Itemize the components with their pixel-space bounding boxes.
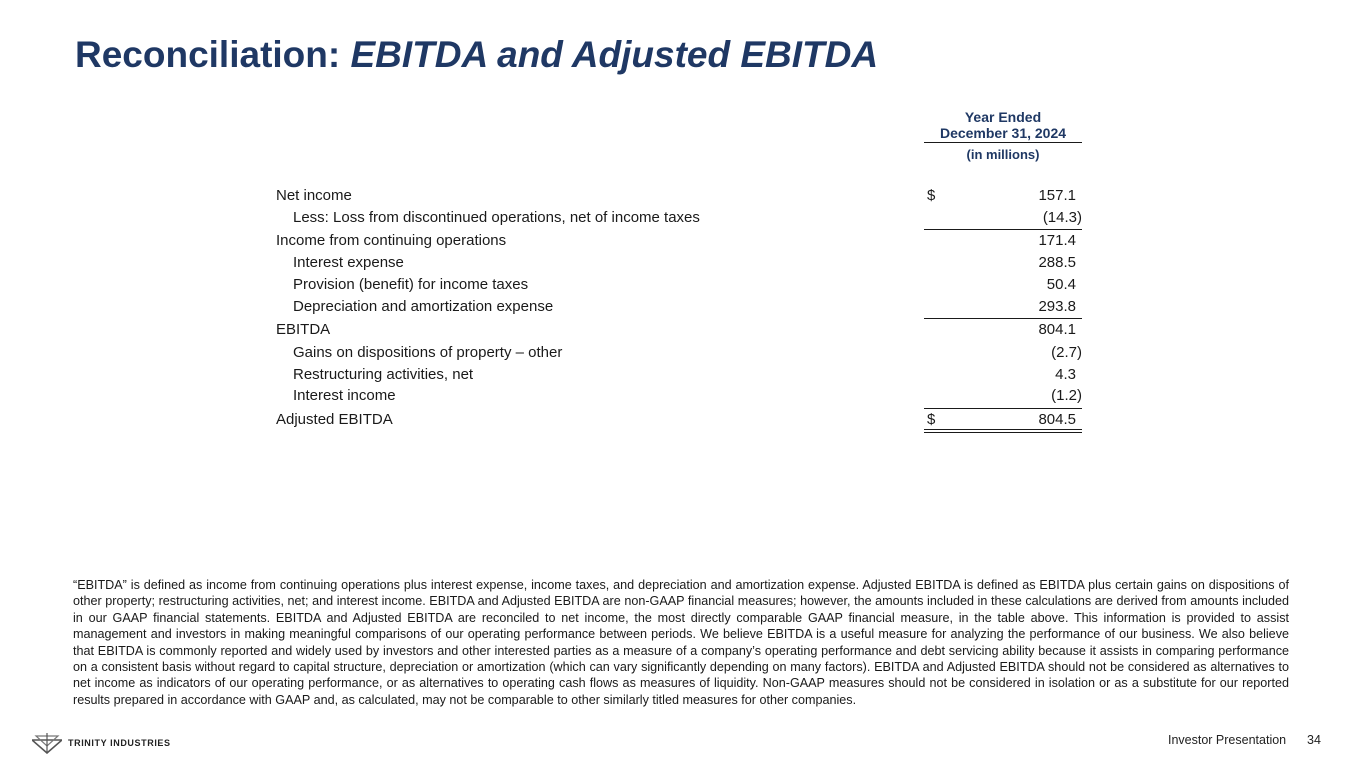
company-name: TRINITY INDUSTRIES	[68, 738, 171, 748]
currency-symbol: $	[927, 411, 936, 428]
row-label: Less: Loss from discontinued operations, net of income taxes	[293, 209, 700, 226]
row-label: Provision (benefit) for income taxes	[293, 276, 529, 293]
table-row-interest-expense	[276, 252, 1082, 274]
row-label: Depreciation and amortization expense	[293, 298, 554, 315]
column-header	[924, 109, 1082, 143]
column-header-line2: December 31, 2024	[924, 125, 1082, 143]
trinity-logo-icon	[32, 732, 62, 754]
table-row-interest-income	[276, 385, 1082, 407]
currency-symbol: $	[927, 187, 936, 204]
table-row-gains-dispositions	[276, 342, 1082, 364]
row-label: Restructuring activities, net	[293, 366, 474, 383]
row-value: 50.4	[1046, 276, 1076, 293]
row-label: Gains on dispositions of property – other	[293, 344, 563, 361]
row-value: 157.1	[1038, 187, 1076, 204]
row-value: 171.4	[1038, 232, 1076, 249]
row-label: Income from continuing operations	[276, 232, 507, 249]
row-value: 804.1	[1038, 321, 1076, 338]
row-label: Interest expense	[293, 254, 404, 271]
table-row-ebitda	[276, 319, 1082, 341]
table-row-income-taxes	[276, 274, 1082, 296]
column-header-line1: Year Ended	[964, 109, 1042, 125]
row-label: Net income	[276, 187, 352, 204]
table-row-discontinued-ops	[276, 207, 1082, 229]
table-row-continuing-ops	[276, 230, 1082, 252]
total-double-rule	[924, 429, 1082, 433]
row-value: 293.8	[1038, 298, 1076, 315]
row-label: EBITDA	[276, 321, 331, 338]
table-row-depreciation	[276, 296, 1082, 318]
row-value: 4.3	[1055, 366, 1076, 383]
row-value: 288.5	[1038, 254, 1076, 271]
table-row-restructuring	[276, 364, 1082, 386]
ebitda-definition-footnote: “EBITDA” is defined as income from continuing operations plus interest expense, income taxes, and depreciation and amortization expense. Adjusted EBITDA is defined as EBITDA plus certain gains on dispositions of other property; restructuring activities, net; and interest income. EBITDA and Adjusted EBITDA are non-GAAP financial measures; however, the amounts included in these calculations are derived from amounts included in our GAAP financial statements. EBITDA and Adjusted EBITDA are reconciled to net income, the most directly comparable GAAP financial measure, in the table above. This information is provided to assist management and investors in making meaningful comparisons of our operating performance between periods. We believe EBITDA is a useful measure for analyzing the performance of our business. We also believe that EBITDA is commonly reported and widely used by investors and other interested parties as a measure of a company’s operating performance and debt servicing ability because it assists in comparing performance on a consistent basis without regard to capital structure, depreciation or amortization (which can vary significantly depending on many factors). EBITDA and Adjusted EBITDA should not be considered as alternatives to net income as indicators of our operating performance, or as alternatives to operating cash flows as measures of liquidity. Non-GAAP measures should not be considered in isolation or as a substitute for our reported results prepared in accordance with GAAP and, as calculated, may not be comparable to other similarly titled measures for other companies.	[73, 578, 1289, 707]
table-row-adjusted-ebitda	[276, 409, 1082, 431]
row-value: (2.7)	[1051, 344, 1082, 361]
row-value: 804.5	[1038, 411, 1076, 428]
title-prefix: Reconciliation:	[75, 34, 341, 75]
row-label: Interest income	[293, 387, 396, 404]
row-value: (14.3)	[1042, 209, 1082, 226]
company-logo	[32, 732, 171, 754]
column-units: (in millions)	[966, 147, 1040, 162]
page-number: 34	[1307, 733, 1321, 747]
table-row-net-income	[276, 185, 1082, 207]
row-value: (1.2)	[1051, 387, 1082, 404]
row-label: Adjusted EBITDA	[276, 411, 393, 428]
page-title	[75, 34, 878, 76]
title-accent: EBITDA and Adjusted EBITDA	[350, 34, 879, 75]
footer-label: Investor Presentation	[1168, 733, 1287, 747]
